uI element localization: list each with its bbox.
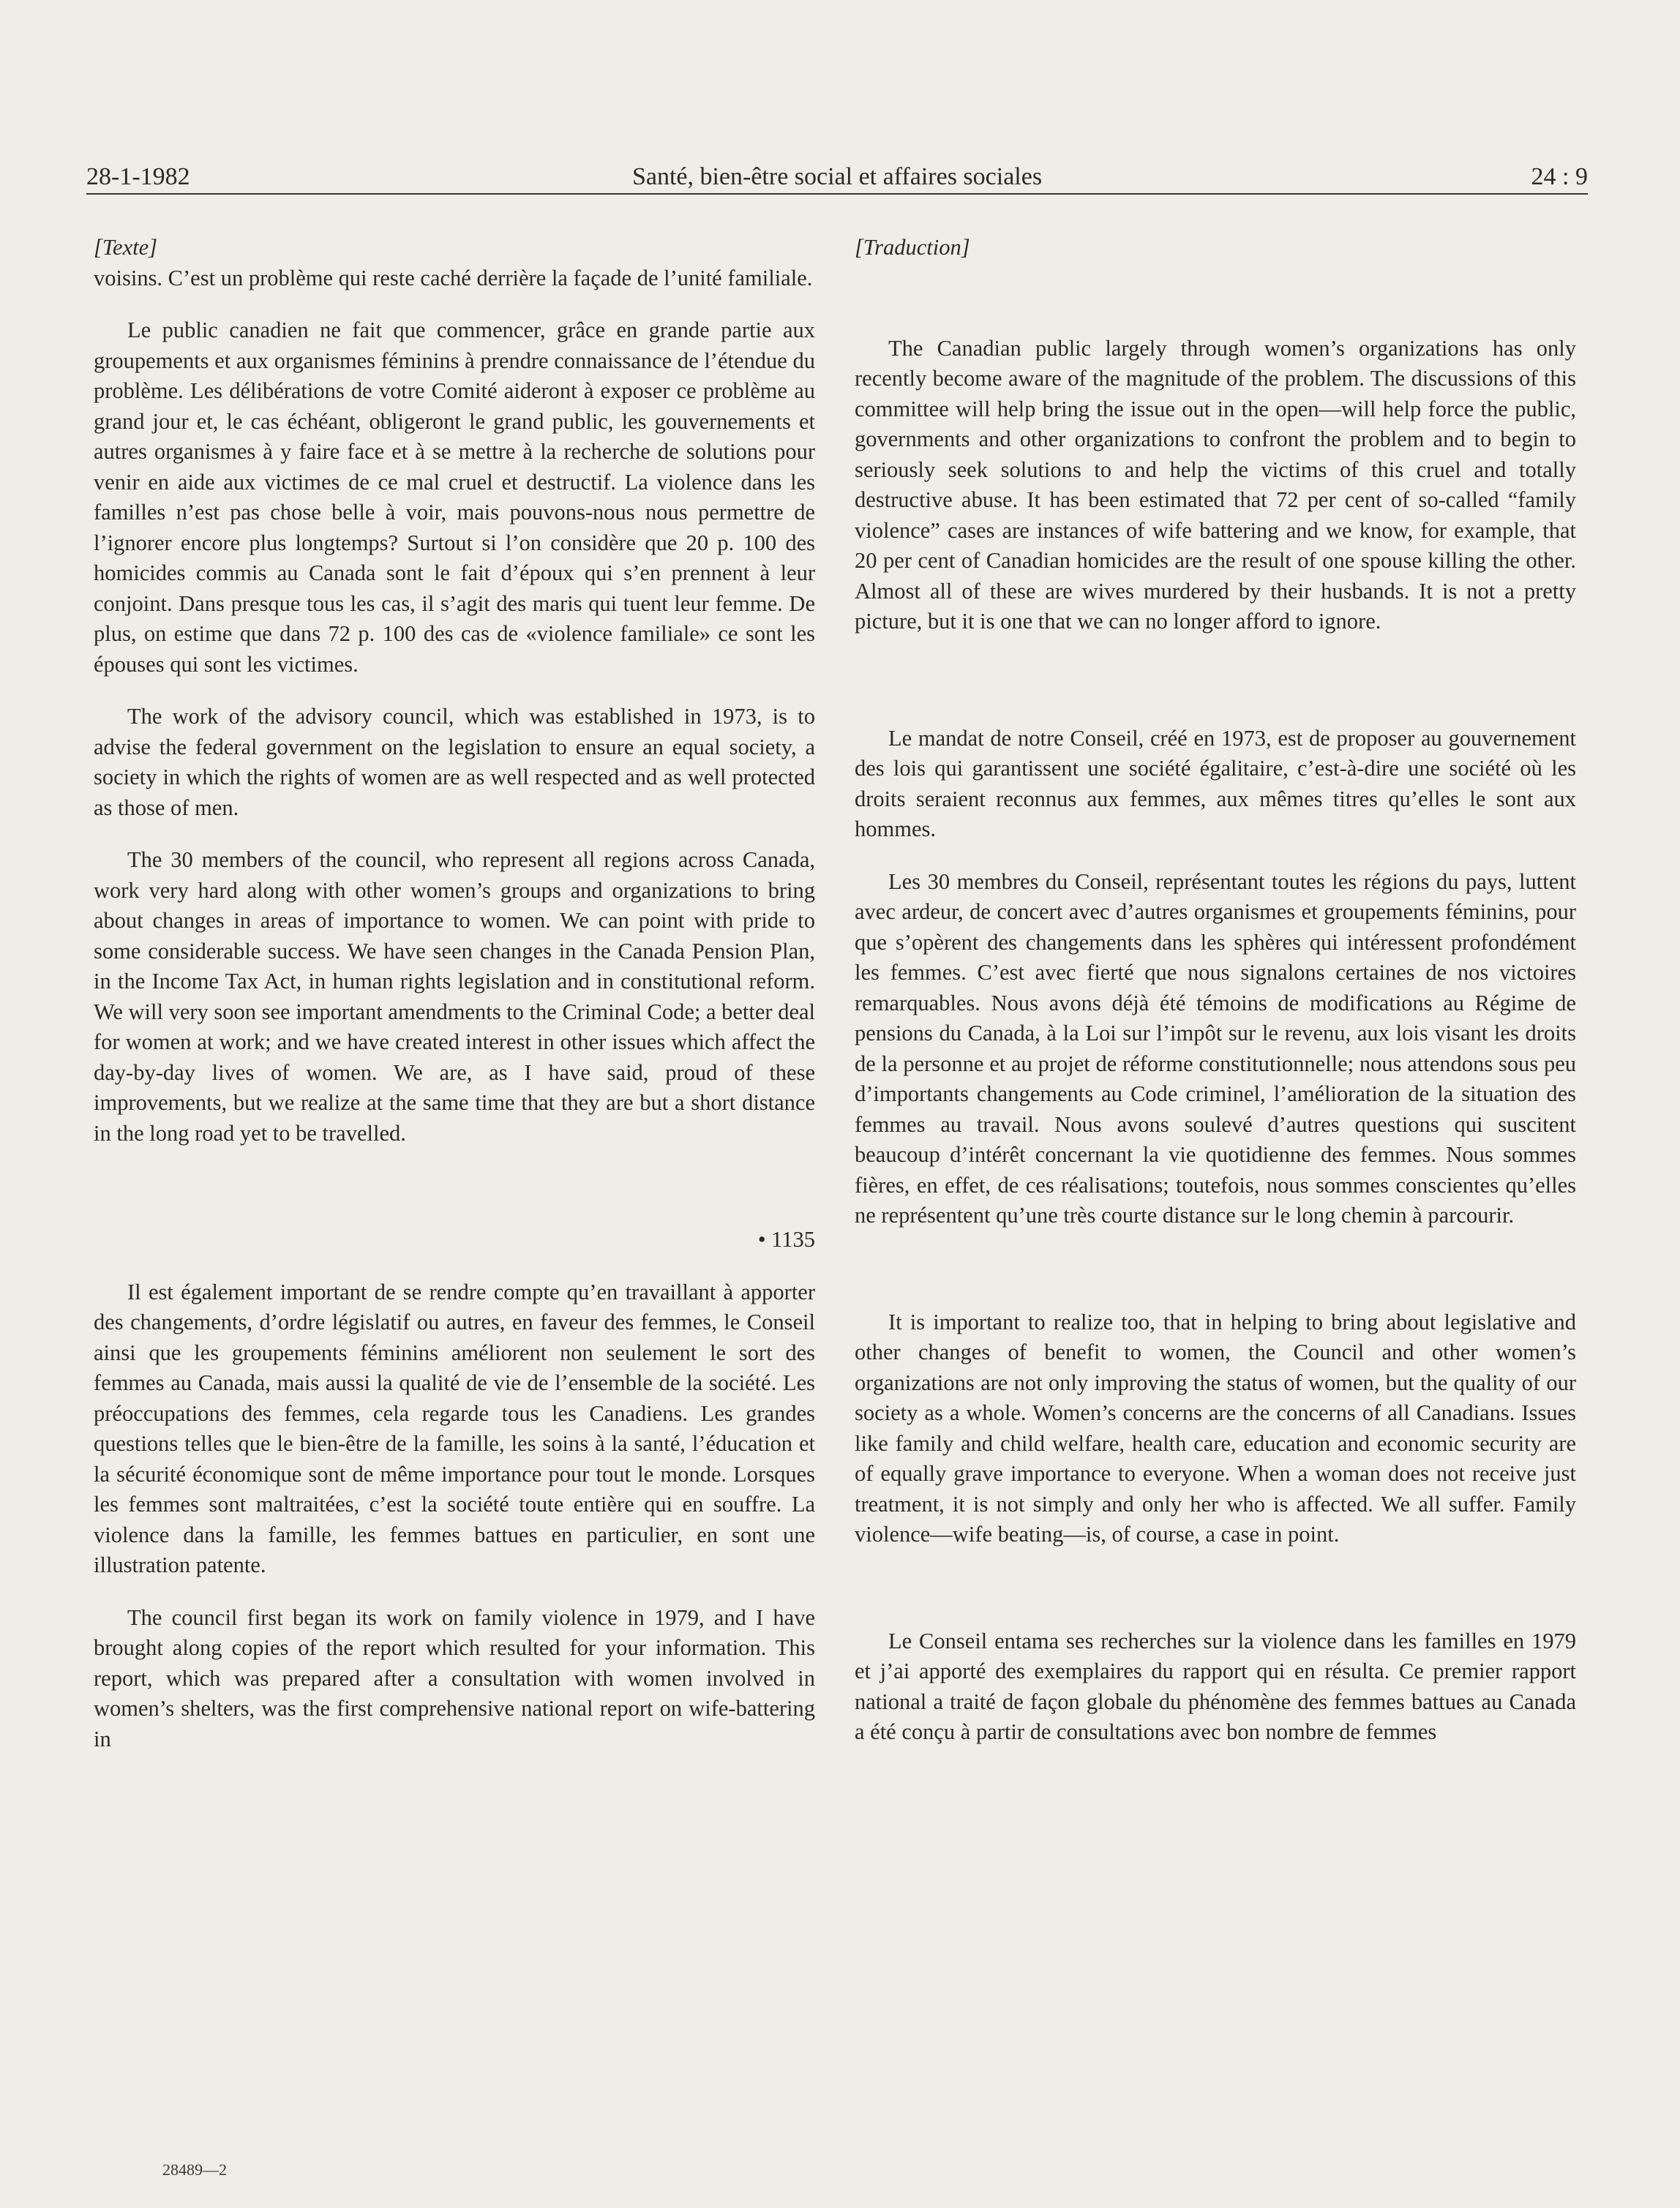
footer-print-code: 28489—2	[162, 2160, 227, 2179]
left-paragraph-6: The council first began its work on family violence in 1979, and I have brought along copies of the report which resulted for your information. This report, which was prepared after a consultation with women involved in women’s shelters, was the first comprehensive national report on wife-battering in	[94, 1604, 815, 1751]
header-date: 28-1-1982	[86, 163, 190, 190]
left-column-label: [Texte]	[94, 235, 157, 260]
header-title: Santé, bien-être social et affaires sociales	[631, 163, 1043, 190]
page-header	[86, 154, 1588, 195]
right-paragraph-5: Le Conseil entama ses recherches sur la violence dans les familles en 1979 et j’ai apporté des exemplaires du rapport qui en résulta. Ce premier rapport national a traité de façon globale du phénomène des femmes battues au Canada a été conçu à partir de consultations avec bon nombre de femmes	[855, 1628, 1576, 1744]
left-paragraph-5: Il est également important de se rendre compte qu’en travaillant à apporter des changements, d’ordre législatif ou autres, en faveur des femmes, le Conseil ainsi que les groupements féminins améliorent non seulement le sort des femmes au Canada, mais aussi la qualité de vie de l’ensemble de la société. Les préoccupations des femmes, cela regarde tous les Canadiens. Les grandes questions telles que le bien-être de la famille, les soins à la santé, l’éducation et la sécurité économique sont de même importance pour tout le monde. Lorsques les femmes sont maltraitées, c’est la société toute entière qui en souffre. La violence dans la famille, les femmes battues en particulier, en sont une illustration patente.	[94, 1279, 815, 1577]
left-paragraph-2: Le public canadien ne fait que commencer, grâce en grande partie aux groupements et aux organismes féminins à prendre connaissance de l’étendue du problème. Les délibérations de votre Comité aideront à exposer ce problème au grand jour et, le cas échéant, obligeront le grand public, les gouvernements et autres organismes à y faire face et à se mettre à la recherche de solutions pour venir en aide aux victimes de ce mal cruel et destructif. La violence dans les familles n’est pas chose belle à voir, mais pouvons-nous nous permettre de l’ignorer encore plus longtemps? Surtout si l’on considère que 20 p. 100 des homicides commis au Canada sont le fait d’époux qui s’en prennent à leur conjoint. Dans presque tous les cas, il s’agit des maris qui tuent leur femme. De plus, on estime que dans 72 p. 100 des cas de «violence familiale» ce sont les épouses qui sont les victimes.	[94, 318, 815, 677]
left-paragraph-4: The 30 members of the council, who represent all regions across Canada, work very hard along with other women’s groups and organizations to bring about changes in areas of importance to women. We can point with pride to some considerable success. We have seen changes in the Canada Pension Plan, in the Income Tax Act, in human rights legislation and in constitutional reform. We will very soon see important amendments to the Criminal Code; a better deal for women at work; and we have created interest in other issues which affect the day-by-day lives of women. We are, as I have said, proud of these improvements, but we realize at the same time that they are but a short distance in the long road yet to be travelled.	[94, 847, 815, 1146]
time-marker: • 1135	[757, 1227, 815, 1252]
left-paragraph-1: voisins. C’est un problème qui reste caché derrière la façade de l’unité familiale.	[94, 265, 813, 290]
right-paragraph-4: It is important to realize too, that in helping to bring about legislative and other changes of benefit to women, the Council and other women’s organizations are not only improving the status of women, but the quality of our society as a whole. Women’s concerns are the concerns of all Canadians. Issues like family and child welfare, health care, education and economic security are of equally grave importance to everyone. When a woman does not receive just treatment, it is not simply and only her who is affected. We all suffer. Family violence—wife beating—is, of course, a case in point.	[855, 1309, 1576, 1547]
left-column	[94, 233, 815, 1754]
header-page-number: 24 : 9	[1531, 163, 1588, 190]
right-paragraph-2: Le mandat de notre Conseil, créé en 1973, est de proposer au gouvernement des lois qui garantissent une société égalitaire, c’est-à-dire une société où les droits seraient reconnus aux femmes, aux mêmes titres qu’elles le sont aux hommes.	[855, 725, 1576, 841]
right-paragraph-3: Les 30 membres du Conseil, représentant toutes les régions du pays, luttent avec ardeur, de concert avec d’autres organismes et groupements féminins, pour que s’opèrent des changements dans les sphères qui intéressent profondément les femmes. C’est avec fierté que nous signalons certaines de nos victoires remarquables. Nous avons déjà été témoins de modifications au Régime de pensions du Canada, à la Loi sur l’impôt sur le revenu, aux lois visant les droits de la personne et au projet de réforme constitutionnelle; nous attendons sous peu d’importants changements au Code criminel, l’amélioration de la situation des femmes au travail. Nous avons soulevé d’autres questions qui suscitent beaucoup d’intérêt concernant la vie quotidienne des femmes. Nous sommes fières, en effet, de ces réalisations; toutefois, nous sommes conscientes qu’elles ne représentent qu’une très courte distance sur le long chemin à parcourir.	[855, 868, 1576, 1228]
right-column-label: [Traduction]	[855, 235, 970, 260]
right-column	[855, 233, 1576, 1748]
right-paragraph-1: The Canadian public largely through women’s organizations has only recently become aware of the magnitude of the problem. The discussions of this committee will help bring the issue out in the open—will help force the public, governments and other organizations to confront the problem and to begin to seriously seek solutions to and help the victims of this cruel and totally destructive abuse. It has been estimated that 72 per cent of so-called “family violence” cases are instances of wife battering and we know, for example, that 20 per cent of Canadian homicides are the result of one spouse killing the other. Almost all of these are wives murdered by their husbands. It is not a pretty picture, but it is one that we can no longer afford to ignore.	[855, 335, 1576, 634]
left-paragraph-3: The work of the advisory council, which was established in 1973, is to advise the federal government on the legislation to ensure an equal society, a society in which the rights of women are as well respected and as well protected as those of men.	[94, 704, 815, 820]
